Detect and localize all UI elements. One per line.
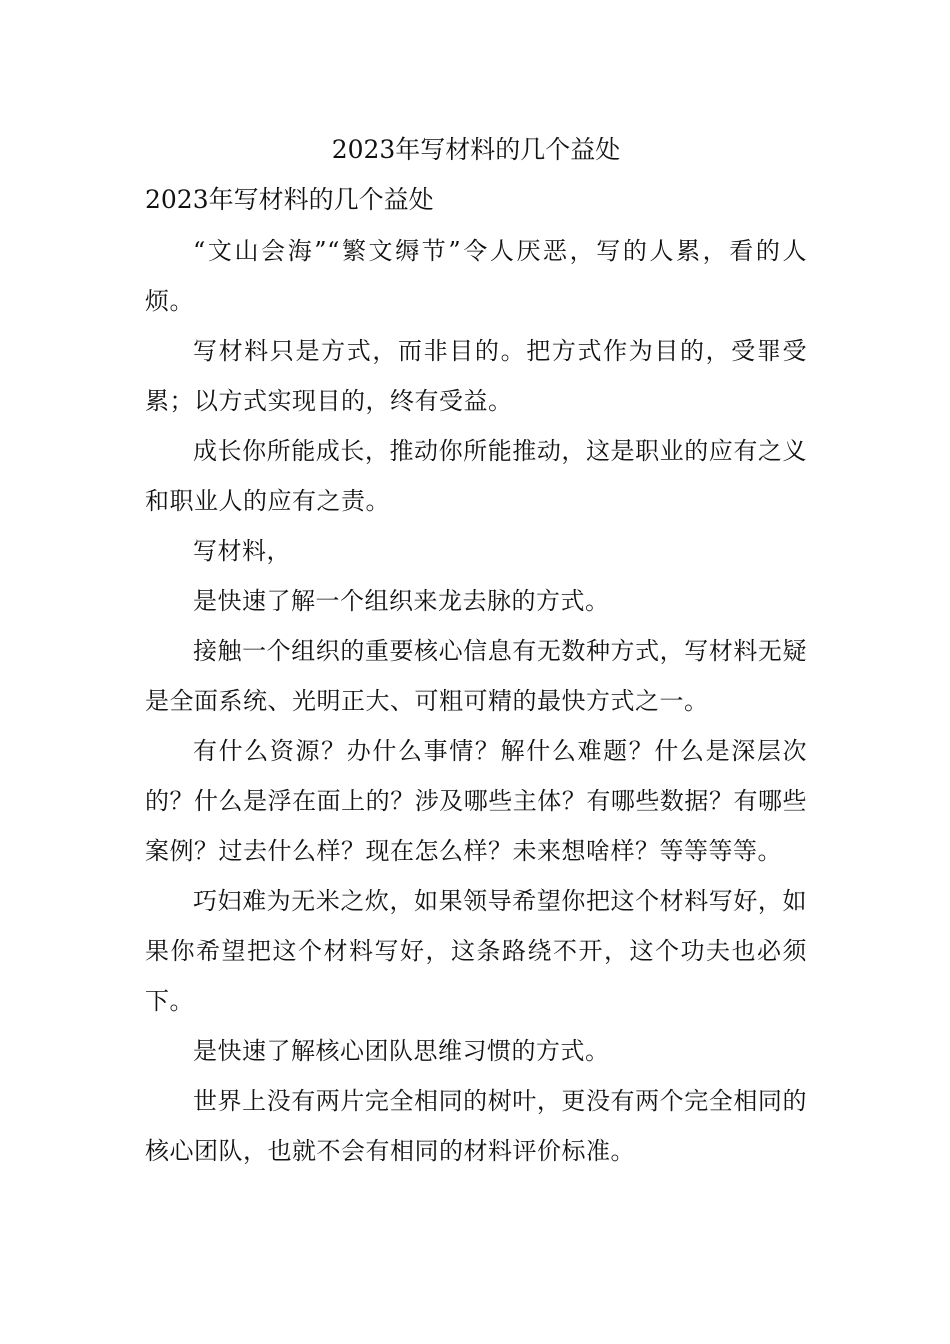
paragraph-10: 世界上没有两片完全相同的树叶，更没有两个完全相同的核心团队，也就不会有相同的材料评价标准。: [145, 1087, 807, 1165]
paragraph-4: 写材料，: [193, 537, 291, 565]
paragraph-1: “文山会海”“繁文缛节”令人厌恶，写的人累，看的人烦。: [145, 237, 807, 315]
paragraph-5: 是快速了解一个组织来龙去脉的方式。: [193, 587, 610, 615]
document-title: 2023年写材料的几个益处: [331, 135, 621, 164]
document-subtitle: 2023年写材料的几个益处: [145, 185, 434, 214]
document-page: [145, 126, 807, 1176]
paragraph-8: 巧妇难为无米之炊，如果领导希望你把这个材料写好，如果你希望把这个材料写好，这条路绕不开，这个功夫也必须下。: [145, 887, 807, 1015]
paragraph-7: 有什么资源？办什么事情？解什么难题？什么是深层次的？什么是浮在面上的？涉及哪些主体？有哪些数据？有哪些案例？过去什么样？现在怎么样？未来想啥样？等等等等。: [145, 737, 807, 865]
paragraph-2: 写材料只是方式，而非目的。把方式作为目的，受罪受累；以方式实现目的，终有受益。: [145, 337, 807, 415]
paragraph-3: 成长你所能成长，推动你所能推动，这是职业的应有之义和职业人的应有之责。: [145, 437, 807, 515]
paragraph-6: 接触一个组织的重要核心信息有无数种方式，写材料无疑是全面系统、光明正大、可粗可精的最快方式之一。: [145, 637, 807, 715]
paragraph-9: 是快速了解核心团队思维习惯的方式。: [193, 1037, 610, 1065]
